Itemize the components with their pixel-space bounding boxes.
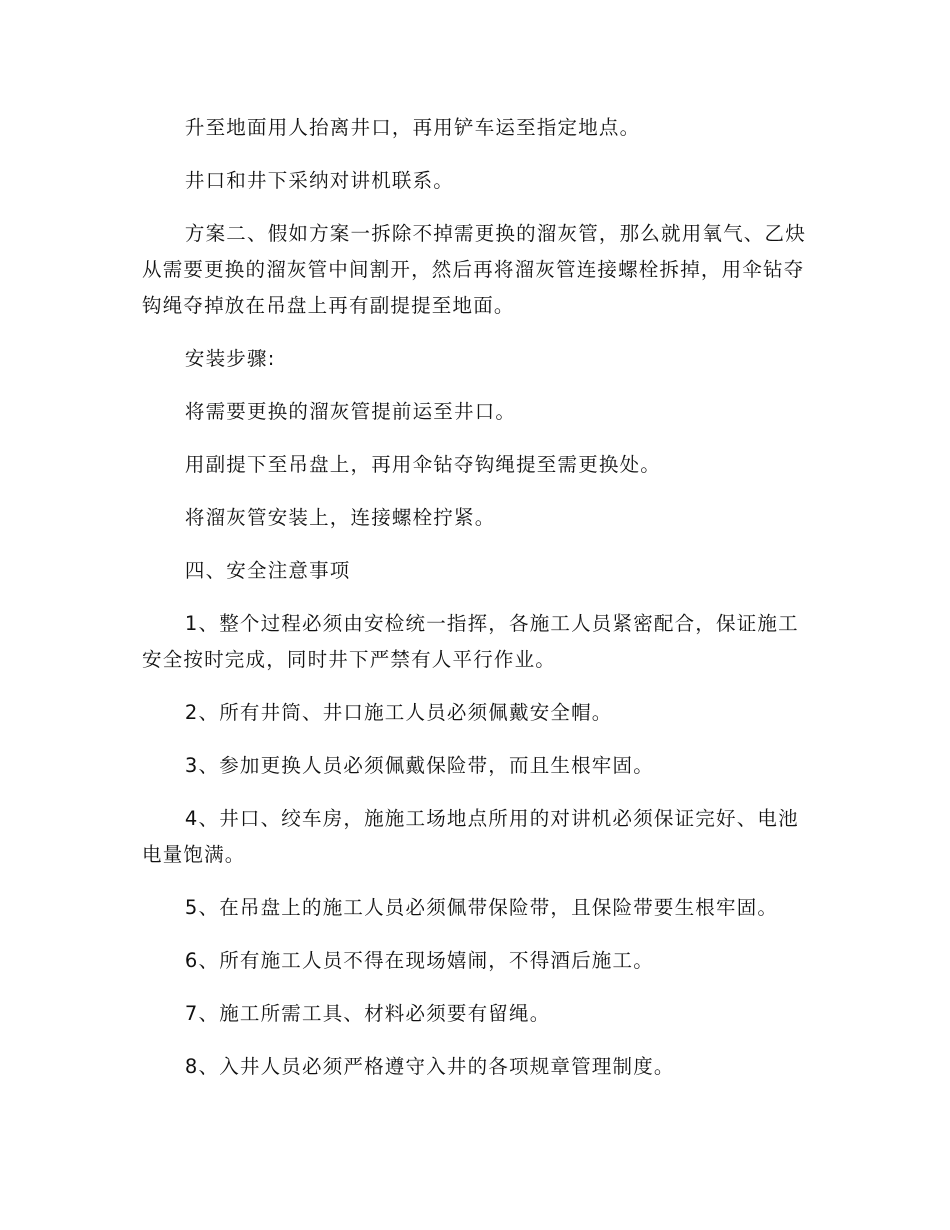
safety-item-1: 1、整个过程必须由安检统一指挥，各施工人员紧密配合，保证施工安全按时完成，同时井下严禁有人平行作业。 <box>142 612 799 671</box>
paragraph-install-step-3: 将溜灰管安装上，连接螺栓拧紧。 <box>184 506 496 529</box>
safety-item-8: 8、入井人员必须严格遵守入井的各项规章管理制度。 <box>184 1055 675 1078</box>
safety-item-6: 6、所有施工人员不得在现场嬉闹，不得酒后施工。 <box>184 949 654 972</box>
safety-item-2: 2、所有井筒、井口施工人员必须佩戴安全帽。 <box>184 701 613 724</box>
paragraph-plan-two: 方案二、假如方案一拆除不掉需更换的溜灰管，那么就用氧气、乙炔从需要更换的溜灰管中间割开，然后再将溜灰管连接螺栓拆掉，用伞钻夺钩绳夺掉放在吊盘上再有副提提至地面。 <box>142 222 806 317</box>
document-body <box>142 110 812 1102</box>
section-heading-safety: 四、安全注意事项 <box>184 559 351 582</box>
safety-item-7: 7、施工所需工具、材料必须要有留绳。 <box>184 1002 551 1025</box>
safety-item-3: 3、参加更换人员必须佩戴保险带，而且生根牢固。 <box>184 754 654 777</box>
paragraph-install-step-2: 用副提下至吊盘上，再用伞钻夺钩绳提至需更换处。 <box>184 453 661 476</box>
paragraph-install-steps-heading: 安装步骤: <box>184 347 276 370</box>
safety-item-5: 5、在吊盘上的施工人员必须佩带保险带，且保险带要生根牢固。 <box>184 896 779 919</box>
paragraph-lift-transport: 升至地面用人抬离井口，再用铲车运至指定地点。 <box>184 116 641 139</box>
safety-item-4: 4、井口、绞车房，施施工场地点所用的对讲机必须保证完好、电池电量饱满。 <box>142 807 799 866</box>
paragraph-install-step-1: 将需要更换的溜灰管提前运至井口。 <box>184 400 517 423</box>
paragraph-intercom: 井口和井下采纳对讲机联系。 <box>184 169 454 192</box>
